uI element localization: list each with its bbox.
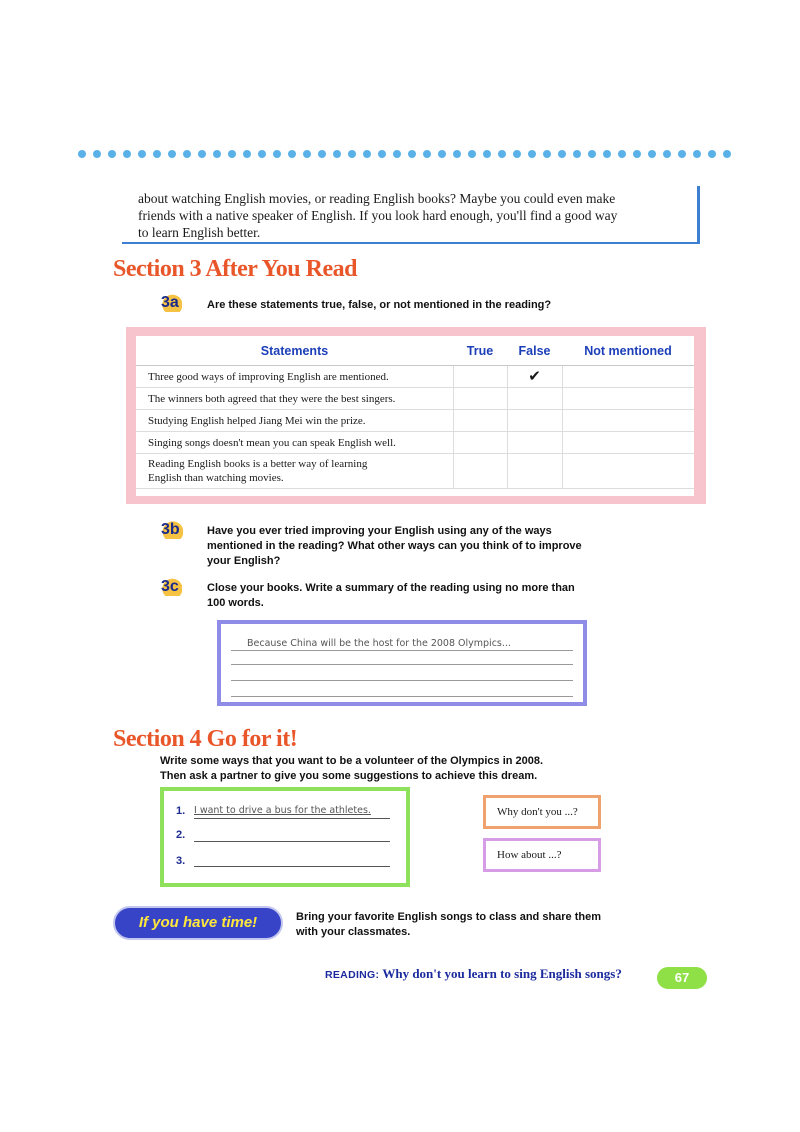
footer-label: READING: [325,969,380,981]
header-statements: Statements [136,336,453,366]
true-cell[interactable] [453,366,507,388]
activity-3c [158,578,182,596]
table-row [136,432,694,454]
divider-dot [603,150,611,158]
divider-dot [108,150,116,158]
badge-3b: 3b [158,521,183,539]
instruction-line: your English? [207,555,281,567]
not-mentioned-cell[interactable] [562,454,694,489]
footer-title: Why don't you learn to sing English songs? [382,966,622,981]
divider-dot [378,150,386,158]
header-not-mentioned: Not mentioned [562,336,694,366]
reading-excerpt [122,186,700,244]
divider-dot [528,150,536,158]
summary-start-text: Because China will be the host for the 2008 Olympics... [247,638,511,649]
divider-dot [483,150,491,158]
divider-dot [168,150,176,158]
excerpt-line: about watching English movies, or reading English books? Maybe you could even make [138,191,616,206]
divider-dot [663,150,671,158]
divider-dot [678,150,686,158]
not-mentioned-cell[interactable] [562,432,694,454]
instruction-3b [207,524,582,569]
suggestion-prompt-how: How about ...? [483,838,601,872]
divider-dot [243,150,251,158]
instruction-3c [207,581,575,611]
divider-dot [258,150,266,158]
statement-line: English than watching movies. [148,472,284,484]
item-number: 1. [176,805,186,817]
divider-dot [273,150,281,158]
divider-dot [468,150,476,158]
divider-dot [693,150,701,158]
writing-line [231,696,573,697]
header-true: True [453,336,507,366]
item-number: 3. [176,855,186,867]
divider-dot [288,150,296,158]
statements-table [136,336,694,496]
divider-dot [543,150,551,158]
divider-dot [123,150,131,158]
section-4-title: Section 4 Go for it! [113,726,298,752]
volunteer-ideas-box [160,787,410,887]
false-cell[interactable] [507,454,562,489]
badge-3a: 3a [158,294,182,312]
instruction-line: Bring your favorite English songs to class and share them [296,911,602,923]
false-cell[interactable]: ✔ [507,366,562,388]
table-row [136,388,694,410]
divider-dot [183,150,191,158]
table-row [136,454,694,489]
divider-dot [588,150,596,158]
false-cell[interactable] [507,432,562,454]
divider-dot [453,150,461,158]
not-mentioned-cell[interactable] [562,388,694,410]
writing-line [231,680,573,681]
false-cell[interactable] [507,388,562,410]
statement-cell: Studying English helped Jiang Mei win the prize. [136,410,453,432]
item-answer[interactable]: I want to drive a bus for the athletes. [194,805,371,816]
divider-dot [423,150,431,158]
divider-dot [648,150,656,158]
section-3-title: Section 3 After You Read [113,256,357,282]
divider-dot [93,150,101,158]
badge-3c: 3c [158,578,182,596]
divider-dot [348,150,356,158]
instruction-line: mentioned in the reading? What other ways can you think of to improve [207,540,582,552]
dotted-divider [78,150,733,164]
instruction-line: Close your books. Write a summary of the reading using no more than [207,582,575,594]
false-cell[interactable] [507,410,562,432]
divider-dot [618,150,626,158]
page-footer [325,966,622,982]
divider-dot [633,150,641,158]
not-mentioned-cell[interactable] [562,410,694,432]
activity-3b [158,521,183,539]
divider-dot [558,150,566,158]
instruction-line: Write some ways that you want to be a volunteer of the Olympics in 2008. [160,755,544,767]
divider-dot [333,150,341,158]
divider-dot [573,150,581,158]
header-false: False [507,336,562,366]
statement-line: Reading English books is a better way of learning [148,458,368,470]
divider-dot [78,150,86,158]
instruction-3a: Are these statements true, false, or not mentioned in the reading? [207,299,552,311]
table-row [136,410,694,432]
if-you-have-time-badge: If you have time! [113,906,283,940]
divider-dot [303,150,311,158]
statement-cell: Three good ways of improving English are mentioned. [136,366,453,388]
excerpt-line: to learn English better. [138,225,261,240]
true-cell[interactable] [453,410,507,432]
summary-writing-box[interactable] [217,620,587,706]
divider-dot [723,150,731,158]
instruction-line: 100 words. [207,597,264,609]
divider-dot [438,150,446,158]
not-mentioned-cell[interactable] [562,366,694,388]
writing-line [231,650,573,651]
true-cell[interactable] [453,432,507,454]
statement-cell: Singing songs doesn't mean you can speak English well. [136,432,453,454]
section-4-instruction [160,754,543,784]
instruction-line: Then ask a partner to give you some suggestions to achieve this dream. [160,770,538,782]
divider-dot [408,150,416,158]
divider-dot [153,150,161,158]
divider-dot [228,150,236,158]
activity-3a [158,294,182,312]
extra-instruction [296,910,601,940]
true-cell[interactable] [453,388,507,410]
divider-dot [138,150,146,158]
divider-dot [513,150,521,158]
divider-dot [318,150,326,158]
divider-dot [198,150,206,158]
divider-dot [213,150,221,158]
writing-line [231,664,573,665]
table-row [136,366,694,388]
instruction-line: Have you ever tried improving your English using any of the ways [207,525,552,537]
instruction-line: with your classmates. [296,926,411,938]
answer-line [194,818,390,819]
divider-dot [708,150,716,158]
page-number: 67 [657,967,707,989]
answer-line[interactable] [194,866,390,867]
divider-dot [498,150,506,158]
table-header-row [136,336,694,366]
answer-line[interactable] [194,841,390,842]
excerpt-line: friends with a native speaker of English. If you look hard enough, you'll find a good way [138,208,618,223]
divider-dot [363,150,371,158]
statement-cell [136,454,453,489]
suggestion-prompt-why: Why don't you ...? [483,795,601,829]
divider-dot [393,150,401,158]
true-cell[interactable] [453,454,507,489]
item-number: 2. [176,829,186,841]
statement-cell: The winners both agreed that they were the best singers. [136,388,453,410]
